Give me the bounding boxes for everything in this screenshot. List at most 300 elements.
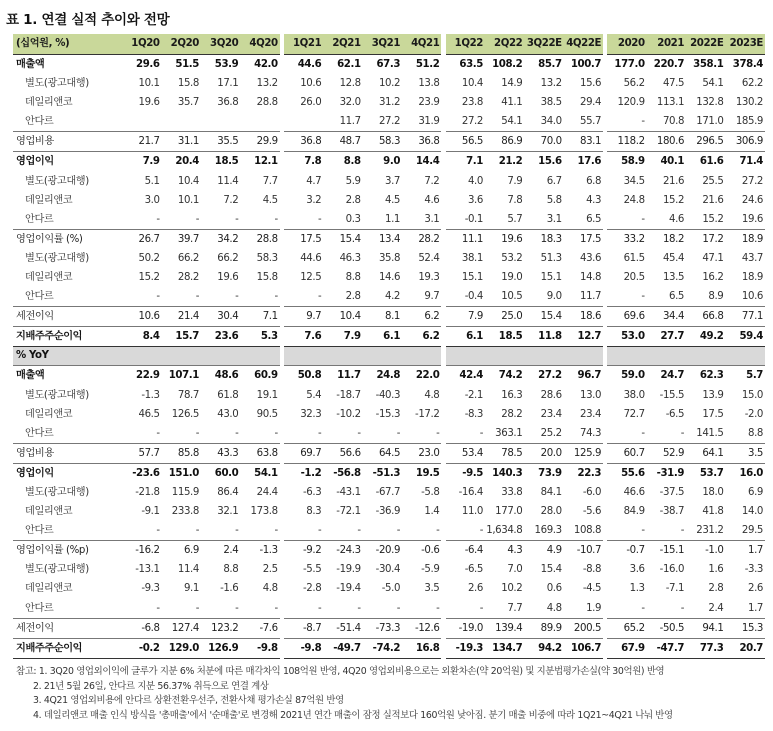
value-cell: 4.7 bbox=[306, 175, 322, 187]
value-cell: 13.5 bbox=[662, 272, 685, 284]
row-label: 세전이익 bbox=[13, 618, 122, 638]
value-cell: 70.0 bbox=[524, 132, 563, 152]
row-label: 영업이익률 (%) bbox=[13, 229, 122, 249]
row-label: 데일리앤코 bbox=[25, 583, 73, 595]
row-label: 데일리앤코 bbox=[25, 97, 73, 109]
row-label: 데일리앤코 bbox=[25, 194, 73, 206]
row-label: 별도(광고대행) bbox=[25, 564, 89, 576]
value-cell bbox=[122, 112, 161, 132]
value-cell bbox=[240, 112, 279, 132]
value-cell: - bbox=[641, 525, 645, 537]
value-cell: 28.2 bbox=[501, 408, 523, 420]
value-cell: 29.5 bbox=[741, 525, 763, 537]
value-cell: -49.7 bbox=[323, 638, 362, 658]
value-cell: - bbox=[156, 291, 160, 303]
value-cell: 177.0 bbox=[495, 506, 523, 518]
table-row bbox=[13, 502, 765, 521]
table-row bbox=[13, 443, 765, 463]
table-title: 표 1. 연결 실적 추이와 전망 bbox=[6, 12, 170, 28]
value-cell: 169.3 bbox=[534, 525, 562, 537]
row-label: % YoY bbox=[13, 347, 122, 366]
value-cell: 11.7 bbox=[323, 366, 362, 386]
table-row bbox=[13, 405, 765, 424]
value-cell: 173.8 bbox=[250, 506, 278, 518]
value-cell: 115.9 bbox=[171, 486, 199, 498]
value-cell bbox=[162, 112, 201, 132]
value-cell: 2.8 bbox=[345, 194, 361, 206]
value-cell: - bbox=[680, 525, 685, 537]
value-cell: - bbox=[274, 427, 278, 439]
value-cell: 43.6 bbox=[580, 252, 602, 264]
value-cell: 85.8 bbox=[162, 443, 201, 463]
value-cell: - bbox=[436, 602, 440, 614]
value-cell: 59.0 bbox=[607, 366, 646, 386]
value-cell: 55.6 bbox=[607, 463, 646, 483]
value-cell: 62.3 bbox=[686, 366, 725, 386]
row-label: 지배주주순이익 bbox=[13, 638, 122, 658]
value-cell: 94.2 bbox=[524, 638, 563, 658]
value-cell: 2.4 bbox=[201, 541, 240, 561]
value-cell: 57.7 bbox=[122, 443, 161, 463]
value-cell: 8.8 bbox=[323, 152, 362, 172]
value-cell: - bbox=[195, 213, 199, 225]
row-label: 안다르 bbox=[25, 427, 54, 439]
value-cell: -10.7 bbox=[564, 541, 603, 561]
value-cell: -0.6 bbox=[402, 541, 441, 561]
table-row bbox=[13, 229, 765, 249]
value-cell: 13.4 bbox=[363, 229, 402, 249]
value-cell: 123.2 bbox=[201, 618, 240, 638]
value-cell: 233.8 bbox=[171, 506, 199, 518]
value-cell: 27.2 bbox=[524, 366, 563, 386]
value-cell: 7.1 bbox=[240, 307, 279, 327]
value-cell bbox=[564, 347, 603, 366]
value-cell: - bbox=[274, 291, 278, 303]
value-cell: 100.7 bbox=[564, 55, 603, 75]
value-cell: 47.1 bbox=[702, 252, 724, 264]
value-cell: 6.5 bbox=[586, 213, 602, 225]
value-cell: 58.9 bbox=[607, 152, 646, 172]
value-cell: 19.6 bbox=[741, 213, 763, 225]
value-cell: -5.0 bbox=[381, 583, 401, 595]
table-row bbox=[13, 638, 765, 658]
value-cell: 43.7 bbox=[741, 252, 763, 264]
value-cell: 18.9 bbox=[725, 229, 765, 249]
footnote: 2. 21년 5월 26일, 안다르 지분 56.37% 취득으로 연결 계상 bbox=[33, 680, 269, 692]
header-col: 3Q20 bbox=[201, 34, 240, 55]
value-cell: 13.9 bbox=[702, 389, 724, 401]
value-cell: 53.9 bbox=[201, 55, 240, 75]
value-cell: 19.0 bbox=[501, 272, 523, 284]
value-cell: 40.1 bbox=[647, 152, 686, 172]
footnotes bbox=[16, 665, 768, 723]
value-cell: 6.9 bbox=[162, 541, 201, 561]
value-cell: 21.7 bbox=[122, 132, 161, 152]
value-cell: 3.2 bbox=[306, 194, 322, 206]
header-col: 3Q22E bbox=[524, 34, 563, 55]
value-cell: -19.4 bbox=[336, 583, 361, 595]
value-cell: - bbox=[357, 525, 361, 537]
value-cell: -9.8 bbox=[284, 638, 323, 658]
value-cell: -15.3 bbox=[375, 408, 401, 420]
value-cell: 34.4 bbox=[647, 307, 686, 327]
value-cell: 17.6 bbox=[564, 152, 603, 172]
table-row bbox=[13, 74, 765, 93]
value-cell: -50.5 bbox=[647, 618, 686, 638]
value-cell: 55.7 bbox=[580, 116, 602, 128]
value-cell: - bbox=[318, 213, 322, 225]
value-cell: 296.5 bbox=[686, 132, 725, 152]
value-cell: 50.2 bbox=[138, 252, 160, 264]
value-cell: 108.2 bbox=[485, 55, 524, 75]
row-label: 별도(광고대행) bbox=[25, 78, 89, 90]
value-cell: 4.6 bbox=[424, 194, 440, 206]
value-cell: 64.5 bbox=[363, 443, 402, 463]
value-cell: 6.7 bbox=[546, 175, 562, 187]
value-cell: 71.4 bbox=[725, 152, 765, 172]
value-cell: 180.6 bbox=[647, 132, 686, 152]
value-cell: 16.8 bbox=[402, 638, 441, 658]
table-row bbox=[13, 599, 765, 619]
value-cell: 15.3 bbox=[725, 618, 765, 638]
value-cell: 28.8 bbox=[240, 229, 279, 249]
value-cell: 29.6 bbox=[122, 55, 161, 75]
value-cell: 63.5 bbox=[446, 55, 485, 75]
table-row bbox=[13, 210, 765, 230]
value-cell bbox=[485, 347, 524, 366]
value-cell: 7.6 bbox=[284, 327, 323, 347]
table-body bbox=[13, 55, 765, 659]
value-cell: 10.6 bbox=[741, 291, 763, 303]
value-cell: 15.1 bbox=[461, 272, 483, 284]
value-cell: 47.5 bbox=[662, 78, 685, 90]
value-cell: 15.0 bbox=[741, 389, 763, 401]
value-cell: 24.6 bbox=[741, 194, 763, 206]
value-cell: 107.1 bbox=[162, 366, 201, 386]
value-cell: -9.8 bbox=[240, 638, 279, 658]
row-label: 안다르 bbox=[25, 525, 54, 537]
value-cell: 22.3 bbox=[564, 463, 603, 483]
value-cell: 73.9 bbox=[524, 463, 563, 483]
value-cell: 18.9 bbox=[741, 272, 763, 284]
value-cell: 62.1 bbox=[323, 55, 362, 75]
value-cell: -51.3 bbox=[363, 463, 402, 483]
value-cell bbox=[363, 347, 402, 366]
value-cell: 1.3 bbox=[629, 583, 645, 595]
value-cell: 85.7 bbox=[524, 55, 563, 75]
value-cell: 15.6 bbox=[580, 78, 602, 90]
value-cell: 27.7 bbox=[647, 327, 686, 347]
value-cell: 0.3 bbox=[345, 213, 361, 225]
value-cell: -8.3 bbox=[464, 408, 483, 420]
row-label: 영업비용 bbox=[13, 443, 122, 463]
value-cell: 3.5 bbox=[424, 583, 440, 595]
value-cell: 23.4 bbox=[580, 408, 602, 420]
value-cell: 10.6 bbox=[122, 307, 161, 327]
value-cell: 23.0 bbox=[402, 443, 441, 463]
value-cell: 53.2 bbox=[501, 252, 523, 264]
value-cell: 19.6 bbox=[138, 97, 160, 109]
value-cell: - bbox=[235, 291, 239, 303]
value-cell bbox=[607, 347, 646, 366]
value-cell: -38.7 bbox=[659, 506, 685, 518]
value-cell: -47.7 bbox=[647, 638, 686, 658]
row-label: 지배주주순이익 bbox=[13, 327, 122, 347]
value-cell: 51.3 bbox=[540, 252, 562, 264]
header-col: 4Q22E bbox=[564, 34, 603, 55]
value-cell: 2.8 bbox=[345, 291, 361, 303]
value-cell: 19.6 bbox=[217, 272, 239, 284]
value-cell: 21.4 bbox=[162, 307, 201, 327]
value-cell: -0.4 bbox=[464, 291, 483, 303]
row-label: 별도(광고대행) bbox=[25, 389, 89, 401]
value-cell: 177.0 bbox=[607, 55, 646, 75]
value-cell: 70.8 bbox=[662, 116, 685, 128]
value-cell: 48.6 bbox=[201, 366, 240, 386]
value-cell: 18.5 bbox=[201, 152, 240, 172]
value-cell: 44.6 bbox=[284, 55, 323, 75]
value-cell: 78.5 bbox=[485, 443, 524, 463]
value-cell: 4.0 bbox=[467, 175, 483, 187]
value-cell: 358.1 bbox=[686, 55, 725, 75]
value-cell: 24.8 bbox=[363, 366, 402, 386]
value-cell: 22.0 bbox=[402, 366, 441, 386]
value-cell: 78.7 bbox=[177, 389, 199, 401]
value-cell: 378.4 bbox=[725, 55, 765, 75]
value-cell: -20.9 bbox=[363, 541, 402, 561]
value-cell: 7.8 bbox=[284, 152, 323, 172]
value-cell: 25.2 bbox=[540, 427, 562, 439]
value-cell bbox=[201, 112, 240, 132]
value-cell: 77.1 bbox=[725, 307, 765, 327]
value-cell: 18.3 bbox=[524, 229, 563, 249]
value-cell: - bbox=[156, 602, 160, 614]
value-cell: 7.1 bbox=[446, 152, 485, 172]
value-cell: 10.4 bbox=[461, 78, 483, 90]
value-cell: 10.2 bbox=[501, 583, 523, 595]
value-cell: -10.2 bbox=[336, 408, 361, 420]
value-cell: -74.2 bbox=[363, 638, 402, 658]
value-cell: 18.2 bbox=[647, 229, 686, 249]
value-cell: 6.9 bbox=[747, 486, 763, 498]
value-cell: 94.1 bbox=[686, 618, 725, 638]
value-cell: 129.0 bbox=[162, 638, 201, 658]
value-cell: - bbox=[195, 427, 199, 439]
table-row bbox=[13, 132, 765, 152]
value-cell: 59.4 bbox=[725, 327, 765, 347]
value-cell: 22.9 bbox=[122, 366, 161, 386]
value-cell bbox=[323, 347, 362, 366]
value-cell: 6.2 bbox=[402, 327, 441, 347]
value-cell: 125.9 bbox=[564, 443, 603, 463]
value-cell: 363.1 bbox=[495, 427, 523, 439]
value-cell: -37.5 bbox=[659, 486, 685, 498]
value-cell: 11.8 bbox=[524, 327, 563, 347]
value-cell: -21.8 bbox=[135, 486, 160, 498]
value-cell: 231.2 bbox=[696, 525, 724, 537]
value-cell: 134.7 bbox=[485, 638, 524, 658]
value-cell: -0.2 bbox=[122, 638, 161, 658]
value-cell: 34.0 bbox=[540, 116, 562, 128]
value-cell: 10.4 bbox=[323, 307, 362, 327]
value-cell: -6.5 bbox=[464, 564, 483, 576]
value-cell: 50.8 bbox=[284, 366, 323, 386]
value-cell: 15.4 bbox=[524, 307, 563, 327]
value-cell: 67.3 bbox=[363, 55, 402, 75]
value-cell: 10.2 bbox=[378, 78, 401, 90]
footnote: 3. 4Q21 영업외비용에 안다르 상환전환우선주, 전환사채 평가손실 87억원 반영 bbox=[33, 695, 344, 706]
value-cell: 31.1 bbox=[162, 132, 201, 152]
value-cell: -72.1 bbox=[336, 506, 361, 518]
value-cell: 15.1 bbox=[540, 272, 562, 284]
value-cell: 41.1 bbox=[501, 97, 523, 109]
value-cell bbox=[402, 347, 441, 366]
value-cell: 3.7 bbox=[385, 175, 401, 187]
value-cell: 4.8 bbox=[262, 583, 278, 595]
value-cell: 32.1 bbox=[217, 506, 239, 518]
value-cell: 5.1 bbox=[144, 175, 160, 187]
value-cell: 46.5 bbox=[138, 408, 160, 420]
value-cell: 28.2 bbox=[177, 272, 199, 284]
value-cell: 15.6 bbox=[524, 152, 563, 172]
value-cell: 66.2 bbox=[177, 252, 199, 264]
value-cell: 28.6 bbox=[540, 389, 562, 401]
value-cell: 23.6 bbox=[201, 327, 240, 347]
value-cell: -5.5 bbox=[303, 564, 322, 576]
value-cell: - bbox=[235, 427, 239, 439]
value-cell: 6.8 bbox=[586, 175, 602, 187]
value-cell: 8.8 bbox=[747, 427, 763, 439]
value-cell: 29.9 bbox=[240, 132, 279, 152]
value-cell: 7.2 bbox=[424, 175, 440, 187]
value-cell: 83.1 bbox=[564, 132, 603, 152]
value-cell: 18.0 bbox=[702, 486, 724, 498]
value-cell: 17.5 bbox=[702, 408, 724, 420]
value-cell: -36.9 bbox=[375, 506, 401, 518]
table-header-row bbox=[13, 34, 765, 55]
value-cell: 1.7 bbox=[725, 541, 765, 561]
header-col: 1Q22 bbox=[446, 34, 485, 55]
value-cell: 118.2 bbox=[607, 132, 646, 152]
value-cell: 15.8 bbox=[177, 78, 199, 90]
value-cell: 4.6 bbox=[669, 213, 685, 225]
value-cell: 19.1 bbox=[256, 389, 278, 401]
value-cell: 106.7 bbox=[564, 638, 603, 658]
value-cell: 63.8 bbox=[240, 443, 279, 463]
value-cell: 28.8 bbox=[256, 97, 278, 109]
value-cell: - bbox=[479, 602, 483, 614]
value-cell: 30.4 bbox=[201, 307, 240, 327]
value-cell: 26.7 bbox=[122, 229, 161, 249]
value-cell: 19.5 bbox=[402, 463, 441, 483]
value-cell: -9.3 bbox=[141, 583, 160, 595]
value-cell: -0.1 bbox=[464, 213, 483, 225]
value-cell: - bbox=[680, 427, 685, 439]
value-cell: -15.1 bbox=[647, 541, 686, 561]
value-cell: - bbox=[235, 602, 239, 614]
value-cell: -12.6 bbox=[402, 618, 441, 638]
value-cell: -1.6 bbox=[220, 583, 239, 595]
value-cell: 2.6 bbox=[747, 583, 763, 595]
value-cell: 200.5 bbox=[564, 618, 603, 638]
value-cell: - bbox=[235, 213, 239, 225]
value-cell: -1.0 bbox=[686, 541, 725, 561]
value-cell bbox=[201, 347, 240, 366]
value-cell: 8.3 bbox=[306, 506, 322, 518]
value-cell: 185.9 bbox=[735, 116, 763, 128]
value-cell: -8.8 bbox=[582, 564, 602, 576]
value-cell: 3.0 bbox=[144, 194, 160, 206]
value-cell: 7.7 bbox=[262, 175, 278, 187]
value-cell: 46.3 bbox=[339, 252, 361, 264]
header-col: 2020 bbox=[607, 34, 646, 55]
value-cell: 20.5 bbox=[623, 272, 645, 284]
value-cell: 8.9 bbox=[708, 291, 724, 303]
value-cell: -8.7 bbox=[284, 618, 323, 638]
value-cell: 14.9 bbox=[501, 78, 523, 90]
section-header-row bbox=[13, 347, 765, 366]
value-cell bbox=[162, 347, 201, 366]
value-cell: 120.9 bbox=[617, 97, 645, 109]
value-cell: 52.4 bbox=[418, 252, 440, 264]
value-cell: 46.6 bbox=[623, 486, 645, 498]
table-row bbox=[13, 268, 765, 287]
header-unit-label: (십억원, %) bbox=[13, 34, 122, 55]
value-cell: 28.2 bbox=[402, 229, 441, 249]
value-cell: 3.1 bbox=[546, 213, 562, 225]
table-row bbox=[13, 483, 765, 502]
value-cell: -5.6 bbox=[582, 506, 602, 518]
row-label: 안다르 bbox=[25, 291, 54, 303]
value-cell: 2.4 bbox=[708, 602, 724, 614]
value-cell: 35.5 bbox=[201, 132, 240, 152]
row-label: 안다르 bbox=[25, 116, 54, 128]
value-cell: - bbox=[195, 602, 199, 614]
value-cell: - bbox=[274, 602, 278, 614]
value-cell: -13.1 bbox=[135, 564, 160, 576]
value-cell: 56.5 bbox=[446, 132, 485, 152]
value-cell: -56.8 bbox=[323, 463, 362, 483]
value-cell: 39.7 bbox=[162, 229, 201, 249]
row-label: 안다르 bbox=[25, 213, 54, 225]
value-cell: 31.9 bbox=[418, 116, 440, 128]
table-row bbox=[13, 386, 765, 405]
value-cell: 69.7 bbox=[284, 443, 323, 463]
value-cell: 7.7 bbox=[507, 602, 523, 614]
value-cell: - bbox=[641, 427, 645, 439]
value-cell: 60.7 bbox=[607, 443, 646, 463]
value-cell: 23.8 bbox=[461, 97, 483, 109]
value-cell: - bbox=[318, 525, 322, 537]
value-cell: - bbox=[156, 213, 160, 225]
table-row bbox=[13, 152, 765, 172]
value-cell: 84.9 bbox=[623, 506, 645, 518]
value-cell: 14.4 bbox=[402, 152, 441, 172]
value-cell: 21.2 bbox=[485, 152, 524, 172]
value-cell: 1.7 bbox=[747, 602, 763, 614]
value-cell: -9.5 bbox=[446, 463, 485, 483]
row-label: 매출액 bbox=[13, 366, 122, 386]
value-cell: 90.5 bbox=[256, 408, 278, 420]
value-cell: 3.5 bbox=[725, 443, 765, 463]
value-cell: 51.5 bbox=[162, 55, 201, 75]
footnote: 참고: 1. 3Q20 영업외이익에 글루가 지분 6% 처분에 따른 매각차익 108억원 반영, 4Q20 영업외비용으로는 외환차손(약 20억원) 및 지분법평가손실(약 30억원) 반영 bbox=[16, 666, 665, 677]
value-cell: - bbox=[357, 427, 361, 439]
value-cell: 4.3 bbox=[485, 541, 524, 561]
value-cell: -16.2 bbox=[122, 541, 161, 561]
value-cell: - bbox=[195, 525, 199, 537]
value-cell: 23.4 bbox=[540, 408, 562, 420]
